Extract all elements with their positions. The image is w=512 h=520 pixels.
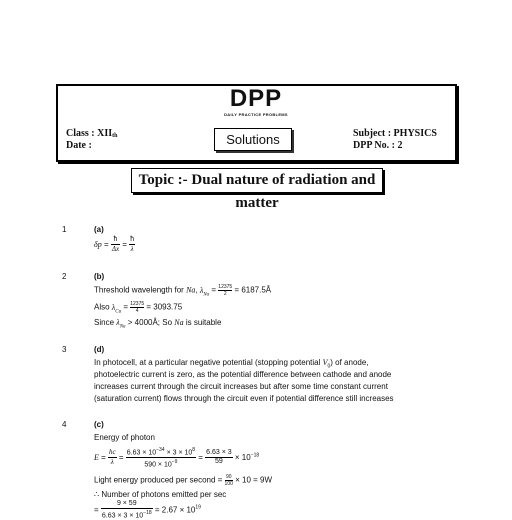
solutions-label: Solutions: [214, 128, 292, 151]
solution-line: Energy of photon: [94, 433, 155, 442]
answer-option: (c): [94, 420, 104, 429]
topic-title: Topic :- Dual nature of radiation and matter: [131, 168, 383, 193]
logo-subtitle: DAILY PRACTICE PROBLEMS: [224, 112, 288, 117]
question-number: 1: [62, 225, 67, 234]
solution-equation: δp = $\frac{ħ}{\Delta x}$ = $\frac{ħ}{\lambda}$: [94, 236, 135, 253]
answer-option: (b): [94, 272, 105, 281]
solution-line: photoelectric current is zero, as the potential difference between cathode and anode: [94, 370, 392, 379]
dpp-number-label: DPP No. : 2: [353, 140, 403, 151]
solution-line: Also $\lambda_{Cu}$ = $\frac{12375}{4} = 3093.75$: [94, 301, 183, 315]
logo-title: DPP: [229, 85, 283, 112]
solution-line: Threshold wavelength for Na, $\lambda_{Na}$ = $\frac{12375}{2}$ = 6187.5Å: [94, 284, 272, 298]
solution-equation: E = $\frac{hc}{\lambda}$ = $\frac{6.63 \times 10^{-34} \times 3 \times 10^8}{590 \times 10^{-9}}$ = $\frac{6.63 \times 3}{59}$ × $10^{-18}$: [94, 447, 260, 469]
question-number: 2: [62, 272, 67, 281]
solution-line: In photocell, at a particular negative potential (stopping potential $V_0$) of anode,: [94, 358, 369, 370]
answer-option: (d): [94, 345, 105, 354]
question-number: 4: [62, 420, 67, 429]
solution-line: increases current through the circuit increases but after some time constant current: [94, 382, 388, 391]
answer-option: (a): [94, 225, 104, 234]
question-number: 3: [62, 345, 67, 354]
solution-line: ∴ Number of photons emitted per sec: [94, 490, 227, 499]
subject-label: Subject : PHYSICS: [353, 128, 437, 139]
solution-equation: = $\frac{9 \times 59}{6.63 \times 3 \times 10^{-18}}$ = $2.67 \times 10^{19}$: [94, 500, 201, 520]
dpp-logo: [216, 86, 296, 117]
solution-line: Since $\lambda_{Na}$ > 4000Å; So Na is suitable: [94, 318, 222, 330]
class-label: Class : XIIth: [66, 128, 118, 139]
date-label: Date :: [66, 140, 92, 151]
solution-line: Light energy produced per second = $\frac{90}{100} \times 10 = 9W$: [94, 474, 273, 487]
solution-line: (saturation current) flows through the circuit even if potential difference still increases: [94, 394, 394, 403]
